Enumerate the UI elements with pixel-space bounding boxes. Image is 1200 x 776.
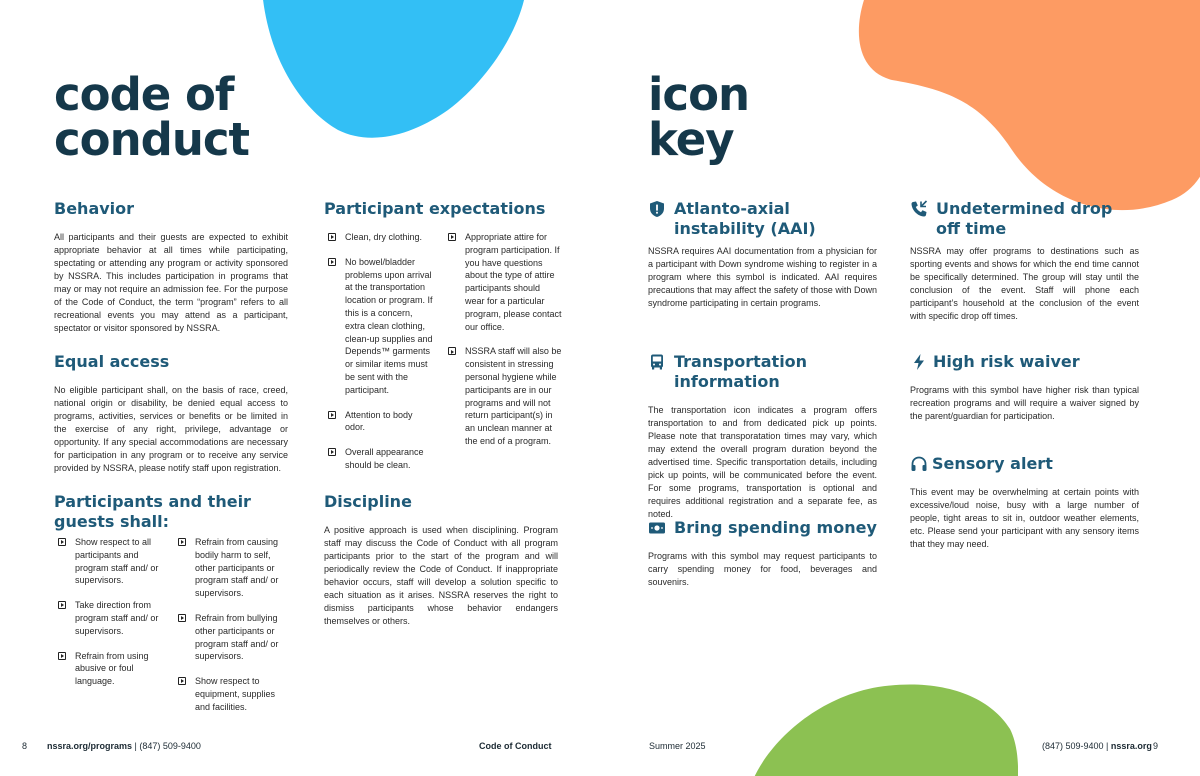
transportation-heading: Transportation information <box>674 352 808 391</box>
headphones-icon <box>910 455 928 473</box>
play-box-icon <box>448 233 456 241</box>
expectations-section <box>324 199 564 231</box>
footer-phone: | (847) 509-9400 <box>132 741 201 751</box>
title-line: icon <box>648 68 750 121</box>
expectations-list-col2 <box>444 231 562 460</box>
guests-heading: Participants and their guests shall: <box>54 492 251 531</box>
play-box-icon <box>328 233 336 241</box>
waiver-section <box>910 352 1139 423</box>
sensory-section <box>910 454 1139 551</box>
list-item: Overall appearance should be clean. <box>324 446 434 472</box>
phone-icon <box>910 200 928 218</box>
shield-exclamation-icon <box>648 200 666 218</box>
title-line: key <box>648 113 734 166</box>
play-box-icon <box>58 601 66 609</box>
lightning-icon <box>910 353 928 371</box>
discipline-heading: Discipline <box>324 492 412 511</box>
play-box-icon <box>328 448 336 456</box>
guests-list-col2 <box>174 536 284 726</box>
spending-section <box>648 518 877 589</box>
play-box-icon <box>328 411 336 419</box>
footer-url-link[interactable]: nssra.org <box>1110 741 1152 751</box>
left-footer-contact <box>47 740 201 752</box>
left-footer-section-name: Code of Conduct <box>479 741 552 751</box>
behavior-text: All participants and their guests are expected to exhibit appropriate behavior at all times while participating, spectating or attending any program or activity sponsored by NSSRA. This includes participation in programs that may or may not require an admission fee. For the purpose of the Code of Conduct, the term “program” refers to all recreational events you may attend as a participant, spectator or visitor sponsored by NSSRA. <box>54 232 288 333</box>
left-footer-page-number: 8 <box>22 741 28 751</box>
dropoff-heading: Undetermined drop off time <box>936 199 1113 238</box>
list-item: Clean, dry clothing. <box>324 231 434 244</box>
dropoff-section <box>910 199 1139 323</box>
play-box-icon <box>58 538 66 546</box>
footer-url-link[interactable]: nssra.org/programs <box>47 741 133 751</box>
discipline-text: A positive approach is used when disciplining. Program staff may discuss the Code of Conduct with all program participants prior to the start of the program and will periodically review the Code of Conduct. If inappropriate behavior occurs, staff will develop a solution specific to each situation as it arises. NSSRA reserves the right to dismiss participants whose behavior endangers themselves or others. <box>324 525 558 626</box>
list-item: Attention to body odor. <box>324 409 434 435</box>
list-item: Refrain from bullying other participants or program staff and/ or supervisors. <box>174 612 284 663</box>
equal-access-heading: Equal access <box>54 352 170 371</box>
expectations-heading: Participant expectations <box>324 199 546 218</box>
sensory-text: This event may be overwhelming at certain points with excessive/loud noise, busy with a large number of people, tight areas to sit in, outdoor weather elements, etc. Please send your participant with any sensory items that they may need. <box>910 487 1139 549</box>
guests-list-col1 <box>54 536 159 700</box>
money-icon <box>648 519 666 537</box>
list-item: Refrain from causing bodily harm to self, other participants or program staff and/ or supervisors. <box>174 536 284 600</box>
aai-text: NSSRA requires AAI documentation from a physician for a participant with Down syndrome wishing to register in a program where this symbol is indicated. AAI requires precautions that may affect the safety of those with Down syndrome participating in certain programs. <box>648 246 877 308</box>
behavior-heading: Behavior <box>54 199 135 218</box>
list-item: Take direction from program staff and/ or supervisors. <box>54 599 159 637</box>
list-item: No bowel/bladder problems upon arrival at the transportation location or program. If this is a concern, extra clean clothing, clean-up supplies and Depends™ garments or similar items must be sent with the participant. <box>324 256 434 397</box>
transportation-text: The transportation icon indicates a program offers transportation to and from dedicated pick up points. Please note that transporatation times may vary, which may extend the overall program duration beyond the advertised time. Specific transportation details, including pick up points, will be communicated before the event. For some programs, transportation is optional and requires additional registration and a separate fee, as noted. <box>648 405 877 519</box>
behavior-section <box>54 199 288 335</box>
play-box-icon <box>448 347 456 355</box>
play-box-icon <box>178 614 186 622</box>
aai-section <box>648 199 877 310</box>
list-item: Refrain from using abusive or foul language. <box>54 650 159 688</box>
list-item: NSSRA staff will also be consistent in stressing personal hygiene while participants are in our programs and will not return participant(s) in an unclean manner at the end of a program. <box>444 345 562 447</box>
list-item: Show respect to equipment, supplies and facilities. <box>174 675 284 713</box>
title-line: code of <box>54 68 234 121</box>
footer-phone: (847) 509-9400 | <box>1042 741 1111 751</box>
right-footer-contact <box>1042 740 1152 752</box>
right-footer-season: Summer 2025 <box>649 741 706 751</box>
expectations-list-col1 <box>324 231 434 484</box>
spending-heading: Bring spending money <box>674 518 877 537</box>
right-page <box>600 0 1200 776</box>
bus-icon <box>648 353 666 371</box>
play-box-icon <box>178 538 186 546</box>
equal-access-text: No eligible participant shall, on the basis of race, creed, national origin or disability, be denied equal access to programs, activities, services or benefits or be limited in the exercise of any right, privilege, advantage or opportunity. If any special accommodations are necessary for participation in any program or to receive any service provided by NSSRA, please notify staff upon registration. <box>54 385 288 473</box>
equal-access-section <box>54 352 288 475</box>
dropoff-text: NSSRA may offer programs to destinations such as sporting events and shows for which the end time cannot be specifically determined. The group will stay until the conclusion of the event. Staff will phone each participant’s household at the conclusion of the event with specific drop off times. <box>910 246 1139 321</box>
page-title-icon-key <box>648 68 750 166</box>
list-item: Appropriate attire for program participation. If you have questions about the type of attire participants should wear for a particular program, please contact our office. <box>444 231 562 333</box>
transportation-section <box>648 352 877 521</box>
list-item: Show respect to all participants and program staff and/ or supervisors. <box>54 536 159 587</box>
discipline-section <box>324 492 558 628</box>
waiver-heading: High risk waiver <box>933 352 1080 371</box>
spending-text: Programs with this symbol may request participants to carry spending money for food, beverages and souvenirs. <box>648 551 877 587</box>
title-line: conduct <box>54 113 250 166</box>
waiver-text: Programs with this symbol have higher risk than typical recreation programs and will require a waiver signed by the parent/guardian for participation. <box>910 385 1139 421</box>
right-footer-page-number: 9 <box>1153 741 1159 751</box>
sensory-heading: Sensory alert <box>932 454 1053 473</box>
play-box-icon <box>328 258 336 266</box>
play-box-icon <box>178 677 186 685</box>
play-box-icon <box>58 652 66 660</box>
aai-heading: Atlanto-axial instability (AAI) <box>674 199 816 238</box>
page-title-code-of-conduct <box>54 68 250 166</box>
